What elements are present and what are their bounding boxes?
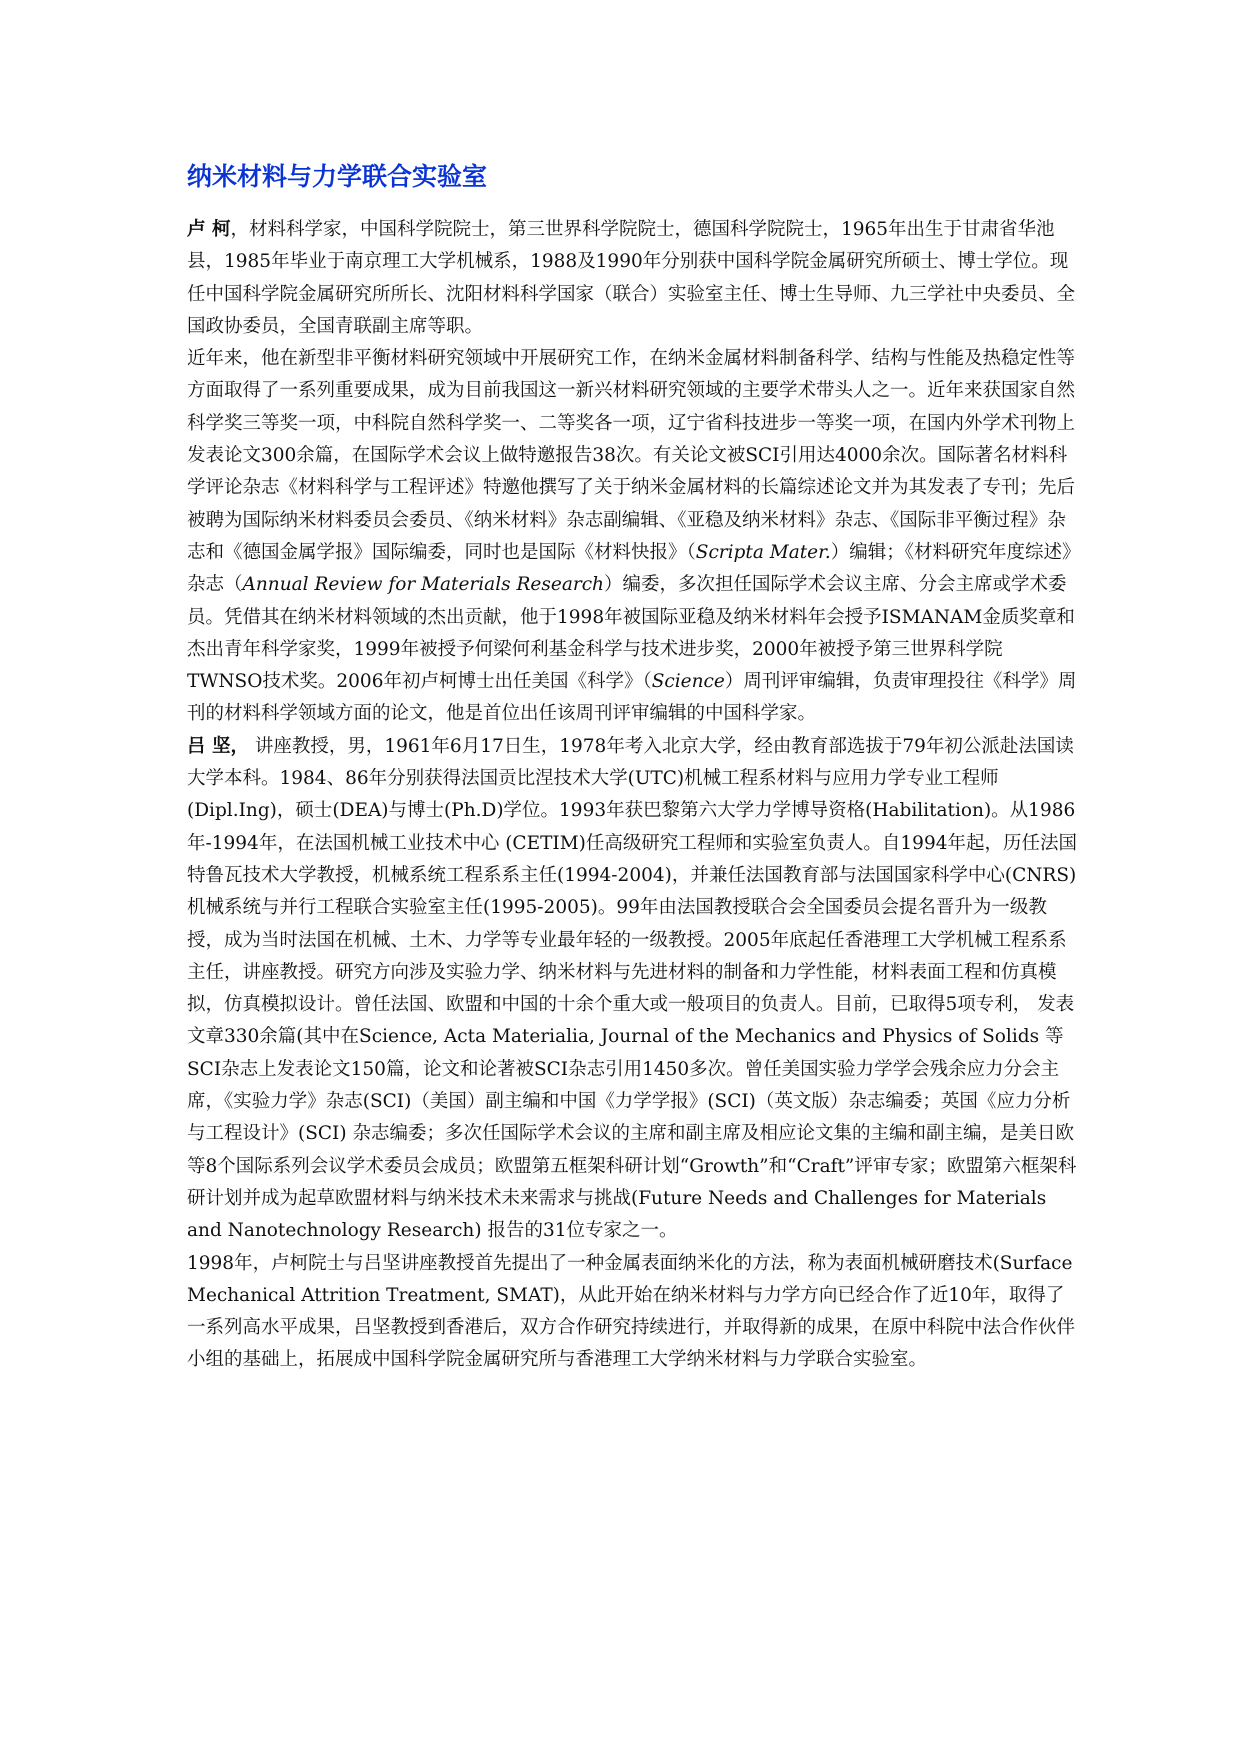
lv-jian-bio-text: 讲座教授，男，1961年6月17日生，1978年考入北京大学，经由教育部选拔于79年初公派赴法国读大学本科。1984、86年分别获得法国贡比涅技术大学(UTC)机械工程系材料与应用力学专业工程师(Dipl.Ing)，硕士(DEA)与博士(Ph.D)学位。1993年获巴黎第六大学力学博导资格(Habilitation)。从1986年-1994年，在法国机械工业技术中心 (CETIM)任高级研究工程师和实验室负责人。自1994年起，历任法国特鲁瓦技术大学教授，机械系统工程系系主任(1994-2004)，并兼任法国教育部与法国国家科学中心(CNRS)机械系统与并行工程联合实验室主任(1995-2005)。99年由法国教授联合会全国委员会提名晋升为一级教授，成为当时法国在机械、土木、力学等专业最年轻的一级教授。2005年底起任香港理工大学机械工程系系主任，讲座教授。研究方向涉及实验力学、纳米材料与先进材料的制备和力学性能，材料表面工程和仿真模拟，仿真模拟设计。曾任法国、欧盟和中国的十余个重大或一般项目的负责人。目前，已取得5项专利， 发表文章330余篇(其中在Science, Acta Materialia, Journal of the Mechanics and Physics of Solids 等SCI杂志上发表论文150篇，论文和论著被SCI杂志引用1450多次。曾任美国实验力学学会残余应力分会主席，《实验力学》杂志(SCI)（美国）副主编和中国《力学学报》(SCI)（英文版）杂志编委；英国《应力分析与工程设计》(SCI) 杂志编委；多次任国际学术会议的主席和副主席及相应论文集的主编和副主编，是美日欧等8个国际系列会议学术委员会成员；欧盟第五框架科研计划“Growth”和“Craft”评审专家；欧盟第六框架科研计划并成为起草欧盟材料与纳米技术未来需求与挑战(Future Needs and Challenges for Materials and Nanotechnology Research) 报告的31位专家之一。 (187, 735, 1077, 1242)
journal-name-annual-review: Annual Review for Materials Research (242, 574, 604, 596)
lu-ke-career-paragraph (187, 343, 1077, 731)
journal-name-science: Science (651, 671, 725, 693)
page-title: 纳米材料与力学联合实验室 (187, 162, 488, 191)
document-body (187, 214, 1077, 1377)
lu-ke-career-text-4: ）周刊评审编辑，负责审理投往《科学》周刊的材料科学领域方面的论文，他是首位出任该周刊评审编辑的中国科学家。 (187, 671, 1077, 725)
lv-jian-paragraph (187, 731, 1077, 1248)
person-name-lu-ke: 卢 柯 (187, 219, 231, 240)
person-name-lv-jian: 吕 坚， (187, 735, 249, 757)
lu-ke-intro-text: ，材料科学家，中国科学院院士，第三世界科学院院士，德国科学院院士，1965年出生于甘肃省华池县，1985年毕业于南京理工大学机械系，1988及1990年分别获中国科学院金属研究所硕士、博士学位。现任中国科学院金属研究所所长、沈阳材料科学国家（联合）实验室主任、博士生导师、九三学社中央委员、全国政协委员，全国青联副主席等职。 (187, 219, 1076, 337)
lu-ke-career-text-2: ）编辑；《材料研究年度综述》杂志（ (187, 541, 1072, 596)
journal-name-scripta: Scripta Mater. (695, 541, 831, 563)
lu-ke-career-text-3: ）编委，多次担任国际学术会议主席、分会主席或学术委员。凭借其在纳米材料领域的杰出贡献，他于1998年被国际亚稳及纳米材料年会授予ISMANAM金质奖章和杰出青年科学家奖，1999年被授予何梁何利基金科学与技术进步奖，2000年被授予第三世界科学院TWNSO技术奖。2006年初卢柯博士出任美国《科学》（ (187, 574, 1075, 693)
lu-ke-intro-paragraph (187, 214, 1077, 343)
lu-ke-career-text-1: 近年来，他在新型非平衡材料研究领域中开展研究工作，在纳米金属材料制备科学、结构与性能及热稳定性等方面取得了一系列重要成果，成为目前我国这一新兴材料研究领域的主要学术带头人之一。近年来获国家自然科学奖三等奖一项，中科院自然科学奖一、二等奖各一项，辽宁省科技进步一等奖一项，在国内外学术刊物上发表论文300余篇，在国际学术会议上做特邀报告38次。有关论文被SCI引用达4000余次。国际著名材料科学评论杂志《材料科学与工程评述》特邀他撰写了关于纳米金属材料的长篇综述论文并为其发表了专刊；先后被聘为国际纳米材料委员会委员、《纳米材料》杂志副编辑、《亚稳及纳米材料》杂志、《国际非平衡过程》杂志和《德国金属学报》国际编委，同时也是国际《材料快报》（ (187, 348, 1076, 563)
collaboration-paragraph: 1998年，卢柯院士与吕坚讲座教授首先提出了一种金属表面纳米化的方法，称为表面机械研磨技术(Surface Mechanical Attrition Treatment, SMAT)，从此开始在纳米材料与力学方向已经合作了近10年，取得了一系列高水平成果，吕坚教授到香港后，双方合作研究持续进行，并取得新的成果，在原中科院中法合作伙伴小组的基础上，拓展成中国科学院金属研究所与香港理工大学纳米材料与力学联合实验室。 (187, 1252, 1076, 1371)
